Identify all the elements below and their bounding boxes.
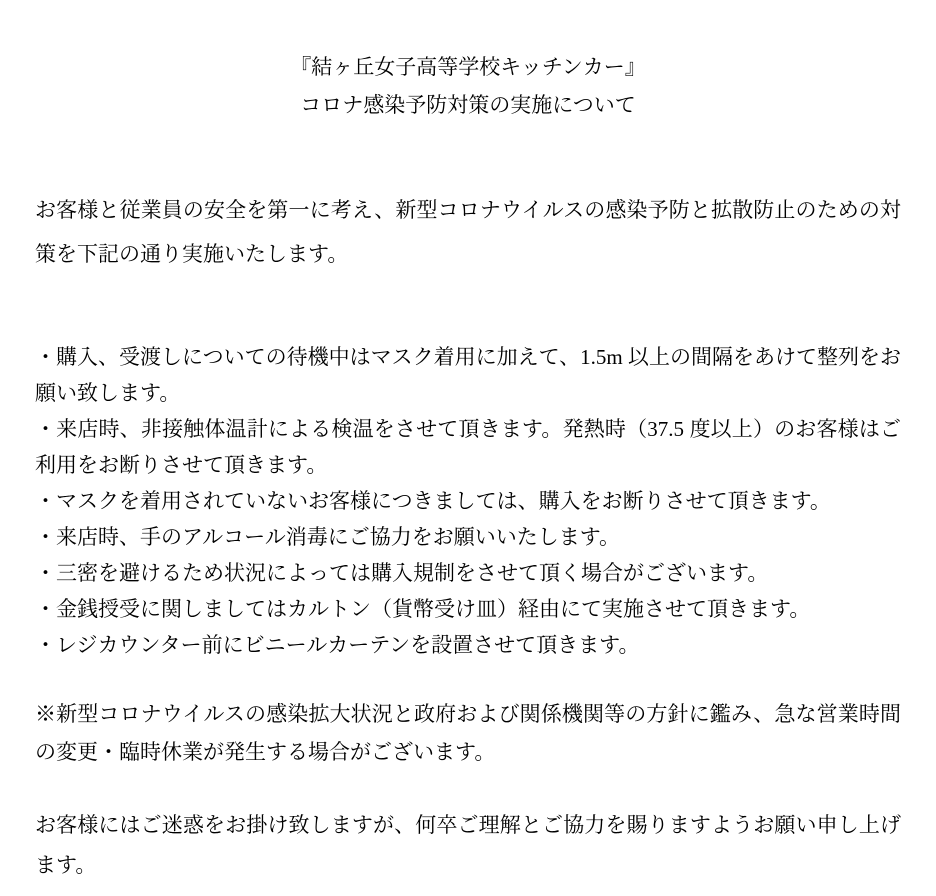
measures-list bbox=[35, 339, 901, 663]
measure-item: ・三密を避けるため状況によっては購入規制をさせて頂く場合がございます。 bbox=[35, 561, 769, 586]
closing-paragraph: お客様にはご迷惑をお掛け致しますが、何卒ご理解とご協力を賜りますようお願い申し上げます。 bbox=[35, 813, 901, 878]
measure-item: ・購入、受渡しについての待機中はマスク着用に加えて、1.5m 以上の間隔をあけて整列をお願い致します。 bbox=[35, 345, 901, 406]
measure-item: ・金銭授受に関しましてはカルトン（貨幣受け皿）経由にて実施させて頂きます。 bbox=[35, 597, 811, 622]
note-paragraph: ※新型コロナウイルスの感染拡大状況と政府および関係機関等の方針に鑑み、急な営業時間の変更・臨時休業が発生する場合がございます。 bbox=[35, 702, 901, 765]
document-title-block bbox=[0, 14, 936, 124]
measure-item: ・来店時、非接触体温計による検温をさせて頂きます。発熱時（37.5 度以上）のお客様はご利用をお断りさせて頂きます。 bbox=[35, 417, 901, 478]
measure-item: ・レジカウンター前にビニールカーテンを設置させて頂きます。 bbox=[35, 633, 640, 658]
intro-paragraph: お客様と従業員の安全を第一に考え、新型コロナウイルスの感染予防と拡散防止のための対策を下記の通り実施いたします。 bbox=[35, 198, 901, 267]
document-body bbox=[35, 188, 901, 885]
document-title: 『結ヶ丘女子高等学校キッチンカー』 bbox=[290, 55, 646, 80]
measure-item: ・マスクを着用されていないお客様につきましては、購入をお断りさせて頂きます。 bbox=[35, 489, 831, 514]
document-subtitle: コロナ感染予防対策の実施について bbox=[300, 93, 636, 118]
measure-item: ・来店時、手のアルコール消毒にご協力をお願いいたします。 bbox=[35, 525, 621, 550]
